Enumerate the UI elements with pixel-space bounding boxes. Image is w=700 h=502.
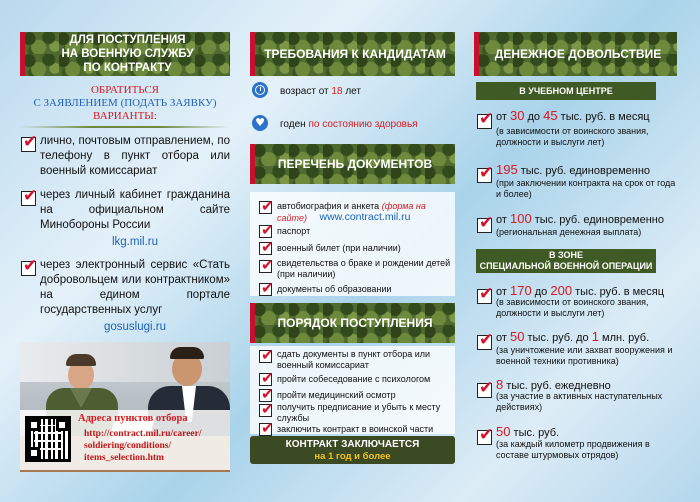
checkbox-icon (477, 114, 492, 129)
gosuslugi-link[interactable]: gosuslugi.ru (103, 321, 166, 333)
doc-education: документы об образовании (277, 284, 392, 294)
svo-pay-equipment: от 50 тыс. руб. до 1 млн. руб. (496, 329, 650, 344)
health-icon: ♥ (252, 115, 268, 131)
checkbox-icon (477, 168, 492, 183)
checkbox-icon (477, 335, 492, 350)
training-pay-regional-note: (региональная денежная выплата) (496, 227, 642, 237)
option-gosuslugi: через электронный сервис «Стать добровольцем или контрактником» на едином портале государственных услуг (40, 259, 230, 316)
order-step-3: пройти медицинский осмотр (277, 390, 396, 400)
address-url[interactable]: http://contract.mil.ru/career/ soldiering/conditions/ items_selection.htm (84, 429, 202, 463)
checkbox-icon (259, 283, 272, 296)
documents-header: ПЕРЕЧЕНЬ ДОКУМЕНТОВ (255, 144, 455, 184)
checkbox-icon (259, 201, 272, 214)
svo-pay-advance-note: (за каждый километр продвижения в составе штурмовых отрядов) (496, 439, 650, 460)
requirements-header: ТРЕБОВАНИЯ К КАНДИДАТАМ (255, 32, 455, 76)
svo-pay-monthly-note: (в зависимости от воинского звания, должности и выслуги лет) (496, 297, 649, 318)
training-pay-lump-note: (при заключении контракта на срок от года и более) (496, 178, 676, 199)
order-step-5: заключить контракт в воинской части (277, 424, 434, 434)
training-pay-lump: 195 тыс. руб. единовременно (496, 162, 651, 177)
contract-site-link[interactable]: www.contract.mil.ru (319, 211, 411, 223)
left-header: ДЛЯ ПОСТУПЛЕНИЯ НА ВОЕННУЮ СЛУЖБУ ПО КОНТРАКТУ (25, 32, 230, 76)
checkbox-icon (21, 137, 36, 152)
training-pay-monthly: от 30 до 45 тыс. руб. в месяц (496, 108, 650, 123)
checkbox-icon (259, 242, 272, 255)
checkbox-icon (259, 350, 272, 363)
svo-pay-daily: 8 тыс. руб. ежедневно (496, 377, 611, 392)
divider (20, 126, 230, 128)
checkbox-icon (477, 383, 492, 398)
svo-pay-daily-note: (за участие в активных наступательных действиях) (496, 391, 663, 412)
svo-pay-equipment-note: (за уничтожение или захват вооружения и военной техники противника) (496, 345, 673, 366)
option-in-person: лично, почтовым отправлением, по телефону в пункт отбора или военный комиссариат (40, 135, 230, 177)
clock-icon (252, 82, 268, 98)
checkbox-icon (259, 423, 272, 436)
address-title: Адреса пунктов отбора (78, 413, 188, 424)
training-pay-regional: от 100 тыс. руб. единовременно (496, 211, 664, 226)
req-health: годен по состоянию здоровья (280, 119, 418, 130)
qr-code[interactable] (25, 416, 71, 462)
contract-term-box: КОНТРАКТ ЗАКЛЮЧАЕТСЯ на 1 год и более (250, 436, 455, 464)
training-pay-monthly-note: (в зависимости от воинского звания, должности и выслуги лет) (496, 126, 649, 147)
checkbox-icon (259, 404, 272, 417)
svo-title: В ЗОНЕ СПЕЦИАЛЬНОЙ ВОЕННОЙ ОПЕРАЦИИ (476, 249, 656, 273)
training-title: В УЧЕБНОМ ЦЕНТРЕ (476, 82, 656, 100)
checkbox-icon (259, 260, 272, 273)
doc-passport: паспорт (277, 226, 311, 236)
svo-pay-advance: 50 тыс. руб. (496, 424, 560, 439)
req-age: возраст от 18 лет (280, 86, 361, 97)
doc-certificates: свидетельства о браке и рождении детей (при наличии) (277, 258, 451, 279)
svo-pay-monthly: от 170 до 200 тыс. руб. в месяц (496, 283, 665, 298)
order-step-4: получить предписание и убыть к месту службы (277, 402, 441, 423)
checkbox-icon (477, 430, 492, 445)
apply-title: ОБРАТИТЬСЯ С ЗАЯВЛЕНИЕМ (ПОДАТЬ ЗАЯВКУ) ВАРИАНТЫ: (33, 84, 217, 122)
checkbox-icon (477, 289, 492, 304)
order-header: ПОРЯДОК ПОСТУПЛЕНИЯ (255, 303, 455, 343)
doc-military-id: военный билет (при наличии) (277, 243, 401, 253)
lkg-link[interactable]: lkg.mil.ru (111, 236, 158, 248)
order-step-1: сдать документы в пункт отбора или военный комиссариат (277, 349, 431, 370)
order-step-2: пройти собеседование с психологом (277, 374, 431, 384)
option-personal-cabinet: через личный кабинет гражданина на официальном сайте Минобороны России (40, 189, 230, 231)
pay-header: ДЕНЕЖНОЕ ДОВОЛЬСТВИЕ (479, 32, 677, 76)
checkbox-icon (21, 191, 36, 206)
checkbox-icon (21, 261, 36, 276)
doc-autobiography: автобиография и анкета (форма на сайте) (277, 201, 426, 223)
checkbox-icon (259, 225, 272, 238)
checkbox-icon (477, 218, 492, 233)
